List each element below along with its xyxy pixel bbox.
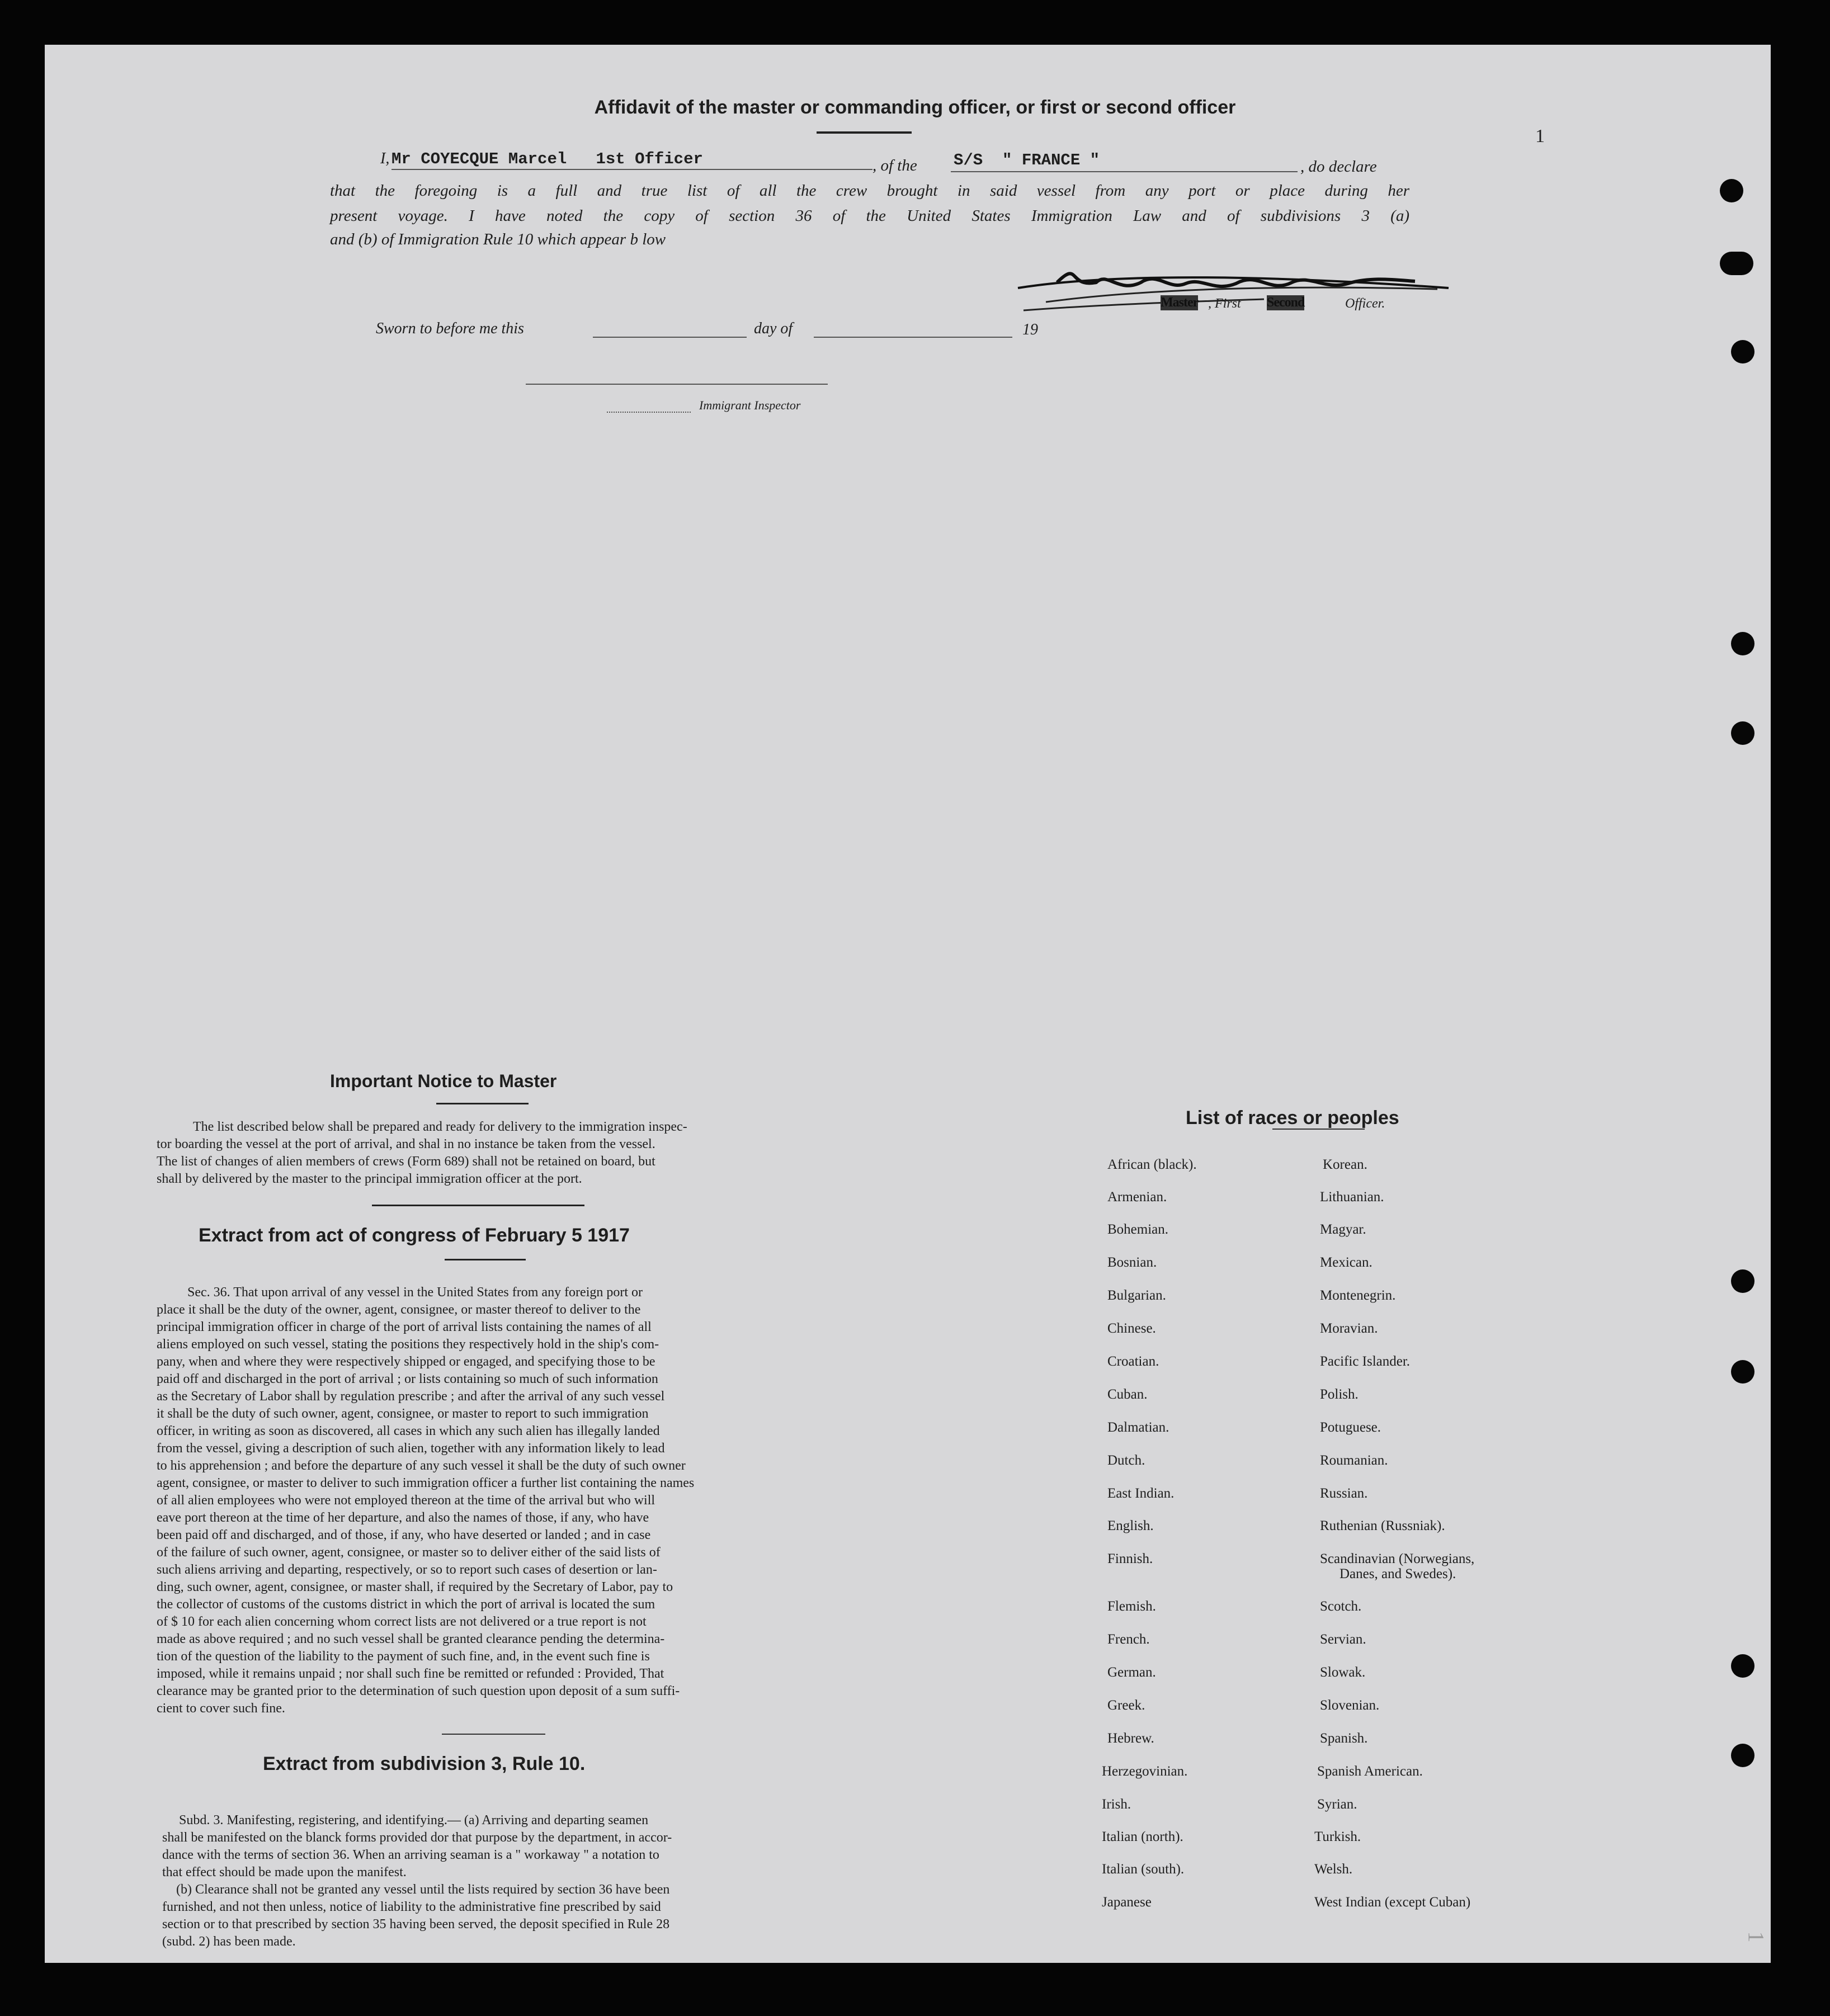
race-item: Japanese xyxy=(1102,1895,1152,1910)
of-the-label: , of the xyxy=(872,157,917,174)
race-item: Bohemian. xyxy=(1107,1222,1169,1237)
race-item: Spanish. xyxy=(1320,1731,1368,1746)
race-item: English. xyxy=(1107,1518,1154,1533)
race-item: Dalmatian. xyxy=(1107,1420,1169,1435)
first-label: , First xyxy=(1208,296,1241,311)
inspector-label: Immigrant Inspector xyxy=(699,398,801,412)
race-item: Moravian. xyxy=(1320,1321,1378,1336)
vessel-line xyxy=(951,171,1298,172)
race-item: Croatian. xyxy=(1107,1354,1159,1369)
declarant-line xyxy=(392,169,872,170)
race-item: Spanish American. xyxy=(1317,1764,1423,1779)
heading-rule xyxy=(817,131,912,134)
vessel-name: S/S " FRANCE " xyxy=(954,151,1100,169)
race-item: Chinese. xyxy=(1107,1321,1156,1336)
extract-act-heading: Extract from act of congress of February 5 1917 xyxy=(199,1225,630,1246)
race-item: Turkish. xyxy=(1314,1829,1361,1844)
binding-hole xyxy=(1731,632,1754,655)
race-item: Russian. xyxy=(1320,1486,1368,1501)
race-item: Flemish. xyxy=(1107,1599,1156,1614)
section-rule xyxy=(372,1205,584,1206)
races-heading: List of races or peoples xyxy=(1186,1107,1399,1129)
race-item: Dutch. xyxy=(1107,1453,1145,1468)
race-item: Bulgarian. xyxy=(1107,1288,1166,1303)
race-item: Syrian. xyxy=(1317,1797,1357,1812)
race-item: Korean. xyxy=(1323,1157,1367,1172)
section-36-text: Sec. 36. That upon arrival of any vessel in the United States from any foreign port or place it shall be the duty of the owner, agent, consignee, or master thereof to deliver to the principal immigration officer in charge of the port of arrival lists containing the names of all aliens employed on such vessel, stating the positions they respectively hold in the ship's com- pany, when and where they were respectively shipped or engaged, and specifying those to be paid off and discharged in the port of arrival ; or lists containing so much of such information as the Secretary of Labor shall by regulation prescribe ; and after the arrival of any such vessel it shall be the duty of such owner, agent, consignee, or master to report to such immigration officer, in writing as soon as discovered, all cases in which any such alien has illegally landed from the vessel, giving a description of such alien, together with any information likely to lead to his apprehension ; and before the departure of any such vessel it shall be the duty of such owner agent, consignee, or master to deliver to such immigration officer a further list containing the names of all alien employees who were not employed thereon at the time of the arrival but who will eave port thereon at the time of her departure, and also the names of those, if any, who have been paid off and discharged, and of those, if any, who have deserted or landed ; and in case of the failure of such owner, agent, consignee, or master so to deliver either of the said lists of such aliens arriving and departing, respectively, or so to report such cases of desertion or lan- ding, such owner, agent, consignee, or master shall, if required by the Secretary of Labor, pay to the collector of customs of the customs district in which the port of arrival is located the sum of $ 10 for each alien concerning whom correct lists are not delivered or a true report is not made as above required ; and no such vessel shall be granted clearance pending the determina- tion of the question of the liability to the payment of such fine, and, in the event such fine is imposed, while it remains unpaid ; nor shall such fine be remitted or refunded : Provided, That clearance may be granted prior to the determination of such question upon deposit of a sum suffi- cient to cover such fine. xyxy=(157,1285,695,1716)
race-item: Slowak. xyxy=(1320,1665,1366,1680)
race-item: Finnish. xyxy=(1107,1551,1153,1566)
affidavit-line: that the foregoing is a full and true list of all the crew brought in said vessel from any port or place during her xyxy=(330,182,1409,200)
race-item: Welsh. xyxy=(1314,1862,1353,1877)
race-item: Bosnian. xyxy=(1107,1255,1157,1270)
race-item: Scandinavian (Norwegians, xyxy=(1320,1551,1475,1566)
race-item: Pacific Islander. xyxy=(1320,1354,1411,1369)
binding-hole xyxy=(1720,252,1753,275)
race-item: Slovenian. xyxy=(1320,1698,1380,1713)
year-prefix: 19 xyxy=(1022,321,1038,338)
race-item: Irish. xyxy=(1102,1797,1131,1812)
notice-heading: Important Notice to Master xyxy=(330,1071,557,1091)
extract-act-rule xyxy=(445,1259,526,1260)
sworn-month-line xyxy=(814,337,1012,338)
do-declare: , do declare xyxy=(1300,158,1377,176)
notice-rule xyxy=(436,1103,529,1104)
race-item: Greek. xyxy=(1107,1698,1145,1713)
race-item: Ruthenian (Russniak). xyxy=(1320,1518,1445,1533)
affidavit-line: present voyage. I have noted the copy of section 36 of the United States Immigration Law and of subdivisions 3 (a) xyxy=(330,207,1409,225)
race-item: Italian (north). xyxy=(1102,1829,1183,1844)
race-item: Herzegovinian. xyxy=(1102,1764,1188,1779)
binding-hole xyxy=(1731,1744,1754,1767)
day-of-label: day of xyxy=(754,320,793,337)
race-item: Lithuanian. xyxy=(1320,1189,1384,1205)
race-item: Armenian. xyxy=(1107,1189,1167,1205)
race-item: German. xyxy=(1107,1665,1156,1680)
sworn-day-line xyxy=(593,337,747,338)
race-item: Montenegrin. xyxy=(1320,1288,1396,1303)
inspector-signature-line xyxy=(526,384,828,385)
race-item: Roumanian. xyxy=(1320,1453,1388,1468)
section-rule xyxy=(442,1734,545,1735)
extract-rule-heading: Extract from subdivision 3, Rule 10. xyxy=(263,1753,586,1774)
race-item: Servian. xyxy=(1320,1632,1366,1647)
notice-text: The list described below shall be prepared and ready for delivery to the immigration inspec- tor boarding the vessel at the port of arrival, and shal in no instance be taken from the vessel. The list of changes of alien members of crews (Form 689) shall not be retained on board, but shall by delivered by the master to the principal immigration officer at the port. xyxy=(157,1120,687,1186)
race-item: Scotch. xyxy=(1320,1599,1362,1614)
race-item: East Indian. xyxy=(1107,1486,1175,1501)
race-item: Danes, and Swedes). xyxy=(1340,1566,1456,1581)
race-item: Hebrew. xyxy=(1107,1731,1154,1746)
races-rule xyxy=(1272,1129,1365,1130)
race-item: Italian (south). xyxy=(1102,1862,1185,1877)
officer-label: Officer. xyxy=(1345,296,1385,311)
race-item: Mexican. xyxy=(1320,1255,1372,1270)
binding-hole xyxy=(1731,1654,1754,1678)
binding-hole xyxy=(1731,721,1754,745)
race-item: Cuban. xyxy=(1107,1387,1148,1402)
binding-hole xyxy=(1720,179,1743,202)
subdivision-3-text: Subd. 3. Manifesting, registering, and identifying.— (a) Arriving and departing seamen shall be manifested on the blanck forms provided dor that purpose by the department, in accor- dance with the terms of section 36. When an arriving seaman is a " workaway " a notation to that effect should be made upon the manifest. (b) Clearance shall not be granted any vessel until the lists required by section 36 have been furnished, and not then unless, notice of liability to the administrative fine prescribed by said section or to that prescribed by section 35 having been served, the deposit specified in Rule 28 (subd. 2) has been made. xyxy=(162,1813,672,1949)
affidavit-line: and (b) of Immigration Rule 10 which appear b low xyxy=(330,230,666,248)
binding-hole xyxy=(1731,340,1754,363)
race-item: West Indian (except Cuban) xyxy=(1314,1895,1471,1910)
corner-mark: 1 xyxy=(1743,1931,1769,1943)
declarant-name: Mr COYECQUE Marcel 1st Officer xyxy=(392,150,703,168)
page-mark: 1 xyxy=(1535,126,1545,147)
race-item: Potuguese. xyxy=(1320,1420,1381,1435)
sworn-label: Sworn to before me this xyxy=(376,320,524,337)
race-item: French. xyxy=(1107,1632,1150,1647)
binding-hole xyxy=(1731,1269,1754,1293)
inspector-dots xyxy=(607,412,691,413)
struck-second: Second xyxy=(1267,295,1305,310)
race-item: African (black). xyxy=(1107,1157,1197,1172)
race-item: Polish. xyxy=(1320,1387,1359,1402)
binding-hole xyxy=(1731,1360,1754,1384)
affidavit-heading: Affidavit of the master or commanding officer, or first or second officer xyxy=(594,97,1236,118)
race-item: Magyar. xyxy=(1320,1222,1366,1237)
struck-master: Master xyxy=(1161,295,1199,310)
affidavit-pronoun: I, xyxy=(380,150,390,167)
